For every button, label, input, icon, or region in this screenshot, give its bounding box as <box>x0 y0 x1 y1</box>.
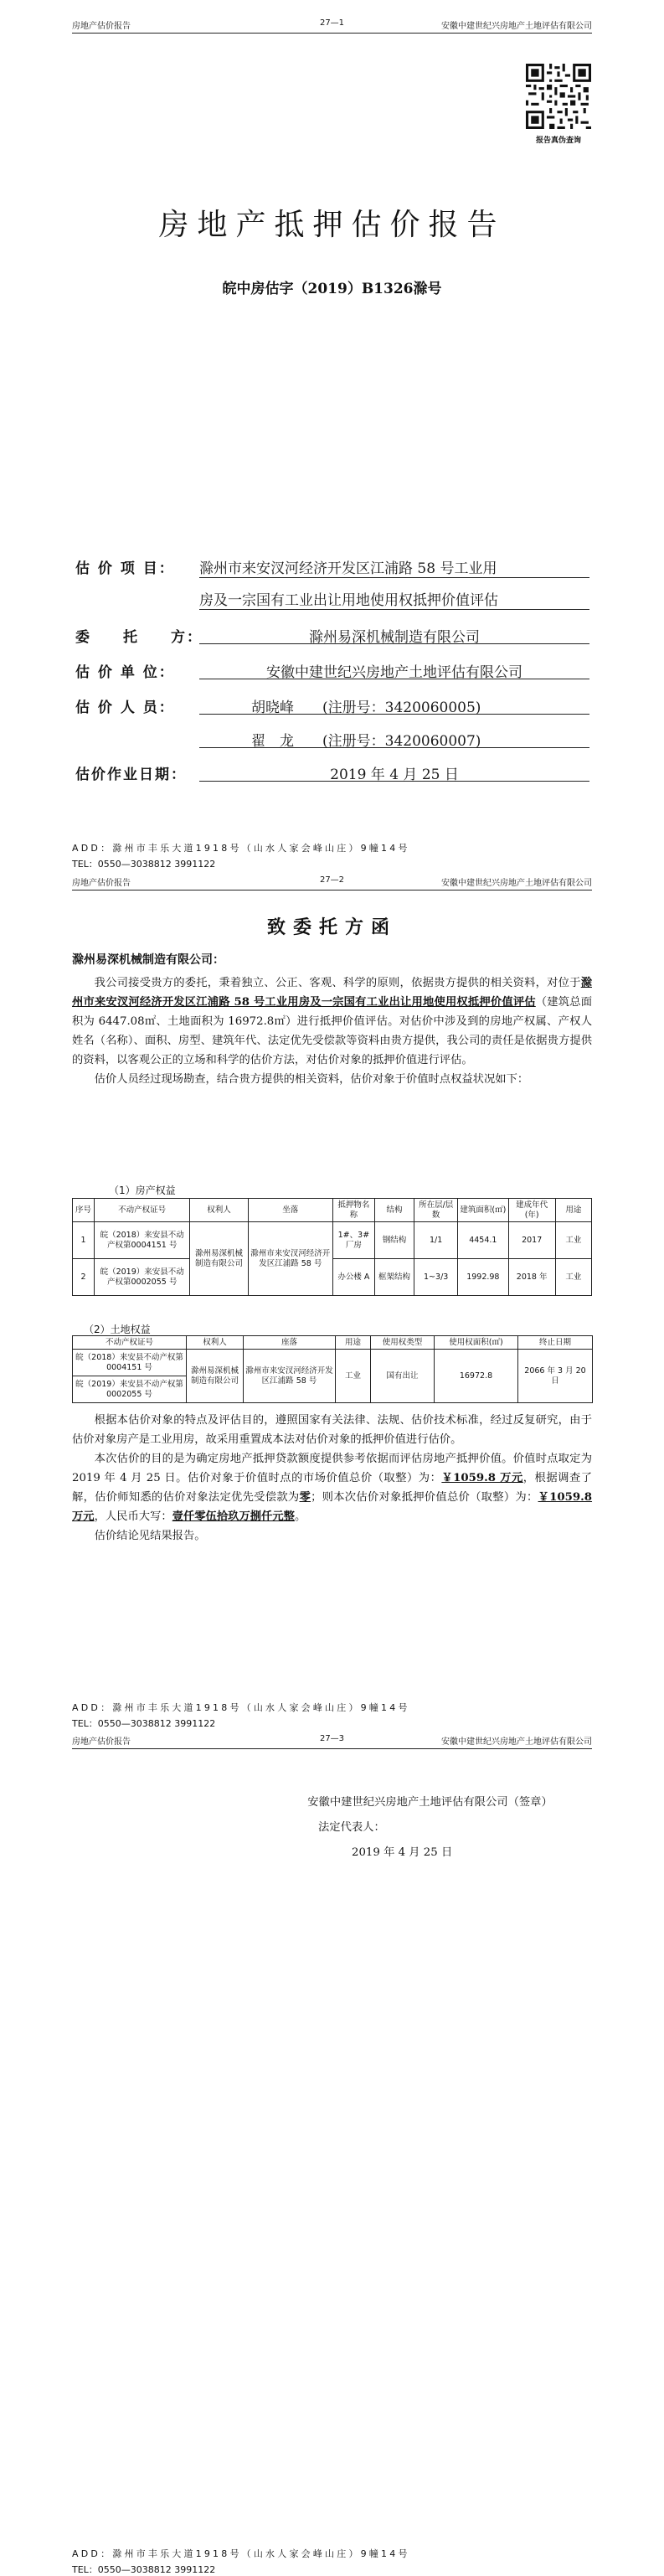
report-number: 皖中房估字（2019）B1326滁号 <box>222 281 442 297</box>
table-cell: 1~3/3 <box>414 1259 458 1296</box>
appraiser-label: 估 价 人 员： <box>75 699 175 716</box>
p1-text-c: （建筑总面积为 6447.08㎡、土地面积为 16972.8㎡）进行抵押价值评估。对估价中涉及到的房地产权属、产权人姓名（名称）、面积、房型、建筑年代、法定优先受偿款等资料由贵方提供，我公司的责任是依据贵方提供的资料，以客观公正的立场和科学的估价方法，对估价对象的抵押价值进行评估。 <box>72 996 593 1066</box>
page-number: 27—2 <box>319 875 345 885</box>
header-left: 房地产估价报告 <box>72 22 131 31</box>
date-label: 估价作业日期： <box>75 767 187 783</box>
table-cell: 2066 年 3 月 20 日 <box>518 1350 593 1403</box>
table-cell: 1 <box>73 1222 95 1259</box>
th-structure: 结构 <box>374 1199 414 1222</box>
letter-paragraph-1 <box>72 973 592 1089</box>
letter-paragraph-4 <box>72 1449 592 1526</box>
th-floor: 所在层/层数 <box>414 1199 458 1222</box>
qr-code-icon[interactable] <box>526 64 591 129</box>
table-cell: 工业 <box>555 1222 591 1259</box>
header-right: 安徽中建世纪兴房地产土地评估有限公司 <box>441 22 592 31</box>
th-owner: 权利人 <box>187 1336 244 1350</box>
th-right-type: 使用权类型 <box>371 1336 435 1350</box>
th-use: 用途 <box>555 1199 591 1222</box>
table-cell: 1#、3#厂房 <box>333 1222 375 1259</box>
project-value-line1: 滁州市来安汊河经济开发区江浦路 58 号工业用 <box>199 556 589 578</box>
mortgage-value-words: 壹仟零伍拾玖万捌仟元整 <box>172 1510 295 1523</box>
th-area: 建筑面积(㎡) <box>458 1199 508 1222</box>
client-underline <box>199 643 589 644</box>
mortgage-value: ￥1059.8 万元 <box>72 1491 593 1523</box>
th-area: 使用权面积(㎡) <box>435 1336 518 1350</box>
table-cell: 皖（2018）来安县不动产权第0004151 号 <box>73 1350 187 1376</box>
table-cell: 2017 <box>508 1222 555 1259</box>
th-use: 用途 <box>336 1336 371 1350</box>
page-footer <box>72 1701 592 1730</box>
page-footer <box>72 841 592 870</box>
th-mortgage: 抵押物名称 <box>333 1199 375 1222</box>
p4-text-a: 本次估价的目的是为确定房地产抵押贷款额度提供参考依据而评估房地产抵押价值。价值时点取定为 2019 年 4 月 25 日。估价对象于价值时点的市场价值总价（取整）为： <box>72 1453 592 1484</box>
footer-address: ADD：滁州市丰乐大道1918号（山水人家会峰山庄）9幢14号 <box>72 2548 410 2559</box>
p4-text-c: ；则本次估价对象抵押价值总价（取整）为： <box>311 1491 538 1504</box>
letter-body <box>72 1411 592 1546</box>
table-header-row <box>73 1199 592 1222</box>
date-underline <box>199 781 589 782</box>
page-header <box>72 18 592 34</box>
property-rights-table <box>72 1198 592 1296</box>
table-cell: 滁州易深机械制造有限公司 <box>190 1222 248 1296</box>
page-header <box>72 1734 592 1749</box>
table-cell: 1992.98 <box>458 1259 508 1296</box>
table-cell: 2 <box>73 1259 95 1296</box>
table-cell: 皖（2019）来安县不动产权第0002055 号 <box>73 1376 187 1403</box>
client-label: 委 托 方： <box>75 629 203 646</box>
table-row <box>73 1350 593 1376</box>
p4-text-d: ，人民币大写： <box>94 1510 172 1523</box>
letter-paragraph-3: 根据本估价对象的特点及评估目的，遵照国家有关法律、法规、估价技术标准，经过反复研究，由于估价对象房产是工业用房，故采用重置成本法对估价对象的抵押价值进行估价。 <box>72 1414 592 1446</box>
salutation: 滁州易深机械制造有限公司： <box>72 953 224 967</box>
table-header-row <box>73 1336 593 1350</box>
client-value: 滁州易深机械制造有限公司 <box>309 629 480 646</box>
letter-paragraph-2: 估价人员经过现场勘查，结合贵方提供的相关资料，估价对象于价值时点权益状况如下： <box>94 1073 529 1086</box>
market-value: ￥1059.8 万元 <box>441 1472 523 1484</box>
page-number: 27—3 <box>319 1734 345 1743</box>
qr-caption: 报告真伪查询 <box>535 137 581 145</box>
project-value-line2: 房及一宗国有工业出让用地使用权抵押价值评估 <box>199 588 589 610</box>
header-right: 安徽中建世纪兴房地产土地评估有限公司 <box>441 879 592 888</box>
project-label: 估 价 项 目： <box>75 560 175 577</box>
signature-date: 2019 年 4 月 25 日 <box>352 1846 453 1859</box>
org-label: 估 价 单 位： <box>75 664 175 681</box>
table-cell: 国有出让 <box>371 1350 435 1403</box>
letter-paragraph-5: 估价结论见结果报告。 <box>94 1530 206 1542</box>
table-cell: 2018 年 <box>508 1259 555 1296</box>
header-left: 房地产估价报告 <box>72 1737 131 1747</box>
th-cert: 不动产权证号 <box>73 1336 187 1350</box>
table-cell: 皖（2019）来安县不动产权第0002055 号 <box>94 1259 189 1296</box>
page-header <box>72 875 592 891</box>
footer-address: ADD：滁州市丰乐大道1918号（山水人家会峰山庄）9幢14号 <box>72 843 410 854</box>
th-location: 坐落 <box>248 1199 333 1222</box>
page-footer <box>72 2547 592 2576</box>
header-divider <box>72 33 592 34</box>
p1-text-a: 我公司接受贵方的委托，秉着独立、公正、客观、科学的原则，依据贵方提供的相关资料，对位于 <box>94 977 581 989</box>
p4-text-b: ，根据调查了解，估价师知悉的估价对象法定优先受偿款为 <box>72 1472 592 1504</box>
appraiser-2: 翟 龙 (注册号：3420060007) <box>251 733 481 750</box>
header-right: 安徽中建世纪兴房地产土地评估有限公司 <box>441 1737 592 1747</box>
land-rights-table <box>72 1335 593 1403</box>
table-cell: 1/1 <box>414 1222 458 1259</box>
p1-project: 滁州市来安汊河经济开发区江浦路 58 号工业用房及一宗国有工业出让用地使用权抵押价值评估 <box>72 977 592 1009</box>
th-location: 座落 <box>244 1336 336 1350</box>
table-cell: 16972.8 <box>435 1350 518 1403</box>
th-year: 建成年代(年) <box>508 1199 555 1222</box>
table-cell: 滁州市来安汊河经济开发区江浦路 58 号 <box>248 1222 333 1296</box>
table-cell: 滁州易深机械制造有限公司 <box>187 1350 244 1403</box>
table-cell: 工业 <box>555 1259 591 1296</box>
table-cell: 皖（2018）来安县不动产权第0004151 号 <box>94 1222 189 1259</box>
table-cell: 4454.1 <box>458 1222 508 1259</box>
th-no: 序号 <box>73 1199 95 1222</box>
footer-tel: TEL：0550—3038812 3991122 <box>72 859 216 870</box>
table-cell: 滁州市来安汊河经济开发区江浦路 58 号 <box>244 1350 336 1403</box>
table-cell: 钢结构 <box>374 1222 414 1259</box>
table-cell: 框架结构 <box>374 1259 414 1296</box>
footer-address: ADD：滁州市丰乐大道1918号（山水人家会峰山庄）9幢14号 <box>72 1702 410 1713</box>
table-cell: 办公楼 A <box>333 1259 375 1296</box>
table-row <box>73 1222 592 1259</box>
appraiser-2-underline <box>199 747 589 748</box>
subheading-property: （1）房产权益 <box>109 1185 176 1196</box>
report-title: 房地产抵押估价报告 <box>158 208 506 242</box>
date-value: 2019 年 4 月 25 日 <box>330 767 459 783</box>
subheading-land: （2）土地权益 <box>84 1324 151 1335</box>
priority-claim: 零 <box>299 1491 311 1504</box>
table-cell: 工业 <box>336 1350 371 1403</box>
appraiser-1-underline <box>199 714 589 715</box>
page-number: 27—1 <box>319 18 345 28</box>
header-left: 房地产估价报告 <box>72 879 131 888</box>
p4-text-e: 。 <box>294 1510 306 1523</box>
th-cert: 不动产权证号 <box>94 1199 189 1222</box>
appraiser-1: 胡晓峰 (注册号：3420060005) <box>251 699 481 716</box>
signature-legal-rep: 法定代表人： <box>318 1821 385 1834</box>
header-divider <box>72 890 592 891</box>
footer-tel: TEL：0550—3038812 3991122 <box>72 2564 216 2575</box>
letter-title: 致委托方函 <box>266 916 397 938</box>
th-owner: 权利人 <box>190 1199 248 1222</box>
org-value: 安徽中建世纪兴房地产土地评估有限公司 <box>266 664 522 681</box>
th-end-date: 终止日期 <box>518 1336 593 1350</box>
header-divider <box>72 1748 592 1749</box>
footer-tel: TEL：0550—3038812 3991122 <box>72 1718 216 1729</box>
signature-company: 安徽中建世纪兴房地产土地评估有限公司（签章） <box>307 1796 553 1809</box>
